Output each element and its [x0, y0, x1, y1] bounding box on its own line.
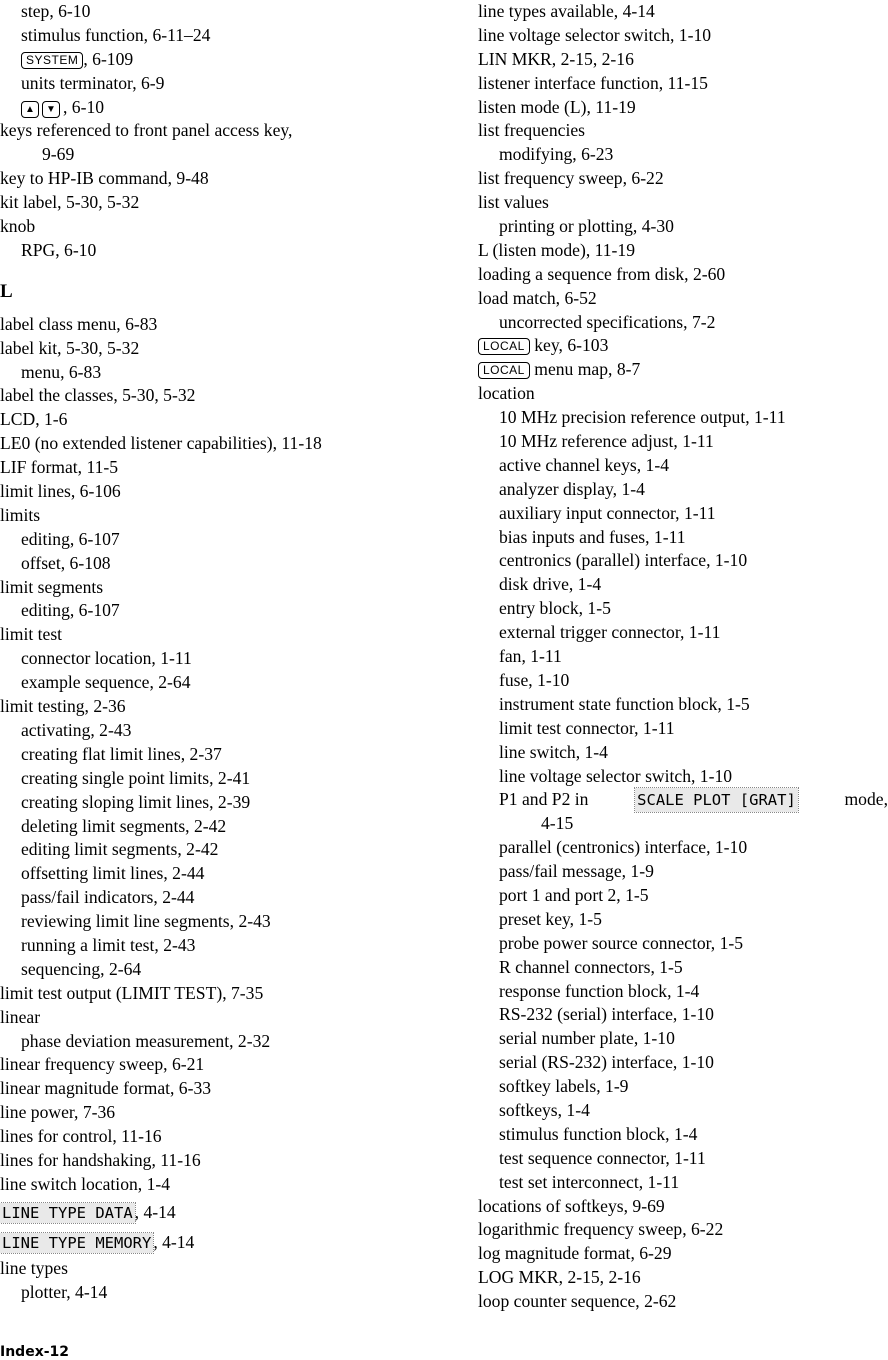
index-entry: [0, 504, 460, 528]
index-subentry: [478, 908, 888, 932]
index-subentry: [0, 599, 460, 623]
entry-text: , 4-14: [153, 1231, 195, 1252]
index-subentry: [478, 836, 888, 860]
index-entry: [0, 1006, 460, 1030]
entry-text: loading a sequence from disk, 2-60: [478, 263, 726, 284]
index-entry: [0, 167, 460, 191]
index-entry: [478, 167, 888, 191]
entry-text: limit test output (LIMIT TEST), 7-35: [0, 982, 264, 1003]
entry-text: LIN MKR, 2-15, 2-16: [478, 48, 634, 69]
entry-text: list values: [478, 192, 549, 213]
index-entry: [478, 1290, 888, 1314]
entry-text: editing limit segments, 2-42: [21, 839, 219, 860]
entry-text: list frequency sweep, 6-22: [478, 168, 664, 189]
entry-text: line switch location, 1-4: [0, 1173, 171, 1194]
entry-text: probe power source connector, 1-5: [499, 932, 744, 953]
hardkey-local: LOCAL: [478, 362, 530, 379]
entry-text: fan, 1-11: [499, 646, 562, 667]
entry-text: test set interconnect, 1-11: [499, 1171, 680, 1192]
section-heading: L: [0, 280, 13, 302]
entry-text: label the classes, 5-30, 5-32: [0, 385, 196, 406]
index-column-left: [0, 0, 460, 1305]
index-subentry: [0, 934, 460, 958]
index-subentry: [478, 1051, 888, 1075]
entry-text: creating sloping limit lines, 2-39: [21, 791, 251, 812]
entry-text: stimulus function, 6-11–24: [21, 24, 211, 45]
index-entry: [478, 287, 888, 311]
entry-text: instrument state function block, 1-5: [499, 693, 750, 714]
index-subentry: [478, 430, 888, 454]
entry-text: softkeys, 1-4: [499, 1099, 590, 1120]
index-entry: [0, 576, 460, 600]
entry-text: locations of softkeys, 9-69: [478, 1195, 665, 1216]
entry-text: parallel (centronics) interface, 1-10: [499, 837, 748, 858]
entry-text: reviewing limit line segments, 2-43: [21, 911, 271, 932]
entry-text: key, 6-103: [529, 335, 609, 356]
softkey-label: LINE TYPE MEMORY: [2, 1233, 152, 1252]
entry-text: label class menu, 6-83: [0, 313, 158, 334]
index-subentry: [478, 406, 888, 430]
entry-text: phase deviation measurement, 2-32: [21, 1030, 271, 1051]
index-entry: [478, 1195, 888, 1219]
index-subentry: [0, 24, 460, 48]
entry-text: example sequence, 2-64: [21, 672, 191, 693]
index-subentry: [0, 791, 460, 815]
entry-text: disk drive, 1-4: [499, 574, 602, 595]
entry-text: 4-15: [541, 813, 574, 834]
index-column-right: [478, 0, 888, 1314]
entry-text: , 4-14: [134, 1201, 176, 1222]
entry-text: preset key, 1-5: [499, 908, 602, 929]
entry-text: line types: [0, 1257, 68, 1278]
index-entry: [0, 191, 460, 215]
index-subentry: [478, 860, 888, 884]
entry-text: step, 6-10: [21, 1, 91, 21]
entry-text: listener interface function, 11-15: [478, 72, 708, 93]
entry-text: offsetting limit lines, 2-44: [21, 863, 205, 884]
index-entry: [0, 119, 460, 143]
entry-text: modifying, 6-23: [499, 144, 614, 165]
entry-text: L (listen mode), 11-19: [478, 239, 636, 260]
entry-text: pass/fail indicators, 2-44: [21, 887, 195, 908]
index-entry: [478, 1266, 888, 1290]
entry-text: logarithmic frequency sweep, 6-22: [478, 1219, 724, 1240]
index-entry: [0, 1257, 460, 1281]
index-subentry: [0, 143, 460, 167]
index-subentry: [478, 956, 888, 980]
index-entry: [478, 0, 888, 24]
entry-text: 9-69: [42, 144, 75, 165]
index-entry: [0, 384, 460, 408]
index-subentry: [478, 526, 888, 550]
softkey-label: SCALE PLOT [GRAT]: [635, 788, 798, 812]
entry-text: test sequence connector, 1-11: [499, 1147, 706, 1168]
index-entry: [478, 48, 888, 72]
index-subentry: [0, 1281, 460, 1305]
entry-text: 10 MHz reference adjust, 1-11: [499, 431, 714, 452]
index-subentry: [478, 311, 888, 335]
entry-text: line voltage selector switch, 1-10: [478, 24, 712, 45]
index-subentry: [0, 0, 460, 24]
index-subentry: [0, 671, 460, 695]
entry-text: , 6-109: [83, 48, 134, 69]
index-entry: [478, 382, 888, 406]
index-subentry: [0, 528, 460, 552]
entry-text: line power, 7-36: [0, 1102, 116, 1123]
entry-text: fuse, 1-10: [499, 669, 570, 690]
entry-text: LCD, 1-6: [0, 409, 68, 430]
entry-text: printing or plotting, 4-30: [499, 216, 674, 237]
entry-text: keys referenced to front panel access key,: [0, 120, 293, 141]
index-entry: [0, 1053, 460, 1077]
index-subentry: [478, 669, 888, 693]
entry-text: sequencing, 2-64: [21, 958, 142, 979]
entry-text: load match, 6-52: [478, 287, 597, 308]
entry-text: uncorrected specifications, 7-2: [499, 311, 716, 332]
entry-text: active channel keys, 1-4: [499, 454, 670, 475]
entry-text: linear magnitude format, 6-33: [0, 1078, 212, 1099]
entry-text: RS-232 (serial) interface, 1-10: [499, 1004, 714, 1025]
hardkey-system: SYSTEM: [21, 52, 83, 69]
index-subentry: [0, 1030, 460, 1054]
index-subentry: [0, 958, 460, 982]
entry-text: listen mode (L), 11-19: [478, 96, 636, 117]
entry-text: serial (RS-232) interface, 1-10: [499, 1052, 714, 1073]
entry-text: log magnitude format, 6-29: [478, 1243, 672, 1264]
entry-text: kit label, 5-30, 5-32: [0, 192, 140, 213]
entry-text: serial number plate, 1-10: [499, 1028, 675, 1049]
index-entry: [0, 480, 460, 504]
index-subentry: [478, 932, 888, 956]
entry-text: limit testing, 2-36: [0, 696, 126, 717]
index-entry: [0, 313, 460, 337]
index-subentry: [478, 478, 888, 502]
index-subentry: [0, 361, 460, 385]
entry-text: stimulus function block, 1-4: [499, 1123, 698, 1144]
arrow-up-key-icon: ▲: [21, 101, 39, 118]
entry-text: line types available, 4-14: [478, 1, 655, 21]
entry-text: R channel connectors, 1-5: [499, 956, 683, 977]
index-subentry: [478, 597, 888, 621]
index-subentry: [478, 215, 888, 239]
entry-text: creating single point limits, 2-41: [21, 767, 251, 788]
index-subentry: [478, 621, 888, 645]
entry-text: offset, 6-108: [21, 552, 111, 573]
index-subentry: [478, 1171, 888, 1195]
index-entry: [0, 1125, 460, 1149]
index-entry: [0, 623, 460, 647]
arrow-down-key-icon: ▼: [42, 101, 60, 118]
entry-text: response function block, 1-4: [499, 980, 700, 1001]
entry-text: limits: [0, 504, 41, 525]
entry-text: LOG MKR, 2-15, 2-16: [478, 1267, 641, 1288]
entry-text: auxiliary input connector, 1-11: [499, 502, 716, 523]
index-subentry: [0, 96, 460, 120]
index-subentry: [478, 573, 888, 597]
index-subentry: [0, 72, 460, 96]
index-subentry: [478, 645, 888, 669]
index-subentry: [0, 647, 460, 671]
softkey-label: LINE TYPE DATA: [2, 1203, 133, 1222]
entry-text: limit test: [0, 624, 63, 645]
entry-text: connector location, 1-11: [21, 648, 192, 669]
entry-text: units terminator, 6-9: [21, 72, 165, 93]
entry-text: plotter, 4-14: [21, 1281, 108, 1302]
index-entry: [0, 408, 460, 432]
entry-text: external trigger connector, 1-11: [499, 622, 721, 643]
index-entry: [478, 119, 888, 143]
entry-text: location: [478, 383, 535, 404]
index-subentry: [478, 1075, 888, 1099]
index-entry: [0, 1101, 460, 1125]
entry-text: , 6-10: [63, 96, 105, 117]
index-subentry: [478, 1123, 888, 1147]
index-subentry: [478, 1147, 888, 1171]
index-entry: [0, 432, 460, 456]
entry-text: port 1 and port 2, 1-5: [499, 884, 649, 905]
entry-text: entry block, 1-5: [499, 598, 611, 619]
index-subentry: [0, 815, 460, 839]
index-entry: [0, 1173, 460, 1197]
index-subentry: [478, 765, 888, 789]
entry-text: loop counter sequence, 2-62: [478, 1291, 677, 1312]
index-subentry: [478, 980, 888, 1004]
index-subentry: [478, 741, 888, 765]
entry-text: bias inputs and fuses, 1-11: [499, 526, 686, 547]
index-entry: [0, 982, 460, 1006]
index-subentry: [478, 693, 888, 717]
index-subentry: [0, 862, 460, 886]
index-subentry: [478, 717, 888, 741]
entry-text: RPG, 6-10: [21, 239, 97, 260]
entry-text: pass/fail message, 1-9: [499, 861, 654, 882]
entry-text: mode,: [844, 789, 888, 810]
index-entry: [0, 456, 460, 480]
index-entry: [478, 72, 888, 96]
entry-text: label kit, 5-30, 5-32: [0, 337, 140, 358]
index-subentry: [478, 812, 888, 836]
entry-text: editing, 6-107: [21, 528, 120, 549]
index-entry: [478, 358, 888, 382]
index-entry: [478, 96, 888, 120]
index-entry: [478, 334, 888, 358]
entry-text: LIF format, 11-5: [0, 457, 119, 478]
index-entry: [0, 337, 460, 361]
index-subentry: [478, 502, 888, 526]
entry-text: editing, 6-107: [21, 600, 120, 621]
index-entry: [0, 215, 460, 239]
entry-text: creating flat limit lines, 2-37: [21, 743, 222, 764]
entry-text: LE0 (no extended listener capabilities), 11-18: [0, 433, 322, 454]
entry-text: limit lines, 6-106: [0, 481, 121, 502]
hardkey-local: LOCAL: [478, 338, 530, 355]
entry-text: 10 MHz precision reference output, 1-11: [499, 407, 786, 428]
entry-text: softkey labels, 1-9: [499, 1076, 629, 1097]
entry-text: list frequencies: [478, 120, 585, 141]
index-subentry: [478, 1099, 888, 1123]
entry-text: linear frequency sweep, 6-21: [0, 1054, 205, 1075]
entry-text: limit test connector, 1-11: [499, 717, 675, 738]
index-subentry: [0, 886, 460, 910]
entry-text: linear: [0, 1006, 41, 1027]
entry-text: line switch, 1-4: [499, 741, 608, 762]
index-subentry: [478, 884, 888, 908]
entry-text: lines for control, 11-16: [0, 1126, 162, 1147]
entry-text: running a limit test, 2-43: [21, 934, 196, 955]
index-subentry: [0, 239, 460, 263]
index-subentry: [0, 838, 460, 862]
index-subentry: [478, 1003, 888, 1027]
index-entry: [0, 695, 460, 719]
entry-text: P1 and P2 in: [499, 789, 589, 810]
entry-text: centronics (parallel) interface, 1-10: [499, 550, 748, 571]
index-entry: [478, 191, 888, 215]
index-subentry: [0, 743, 460, 767]
index-entry: [0, 1197, 460, 1227]
index-subentry: [478, 143, 888, 167]
entry-text: activating, 2-43: [21, 719, 132, 740]
index-subentry: [0, 767, 460, 791]
index-entry: [0, 1149, 460, 1173]
entry-text: knob: [0, 216, 36, 237]
index-entry: [0, 1227, 460, 1257]
index-subentry: [0, 719, 460, 743]
index-entry: [478, 24, 888, 48]
index-entry: [478, 1218, 888, 1242]
index-subentry: [0, 48, 460, 72]
entry-text: limit segments: [0, 576, 104, 597]
entry-text: menu map, 8-7: [529, 359, 641, 380]
page-number: Index-12: [0, 1344, 70, 1360]
entry-text: key to HP-IB command, 9-48: [0, 168, 209, 189]
entry-text: line voltage selector switch, 1-10: [499, 765, 733, 786]
index-subentry: [478, 788, 888, 812]
entry-text: menu, 6-83: [21, 361, 102, 382]
index-subentry: [478, 454, 888, 478]
index-subentry: [478, 1027, 888, 1051]
index-subentry: [0, 910, 460, 934]
index-entry: [0, 1077, 460, 1101]
entry-text: lines for handshaking, 11-16: [0, 1149, 201, 1170]
index-entry: [478, 239, 888, 263]
index-entry: [478, 263, 888, 287]
index-subentry: [0, 552, 460, 576]
entry-text: deleting limit segments, 2-42: [21, 815, 227, 836]
entry-text: analyzer display, 1-4: [499, 478, 645, 499]
index-subentry: [478, 549, 888, 573]
index-entry: [478, 1242, 888, 1266]
